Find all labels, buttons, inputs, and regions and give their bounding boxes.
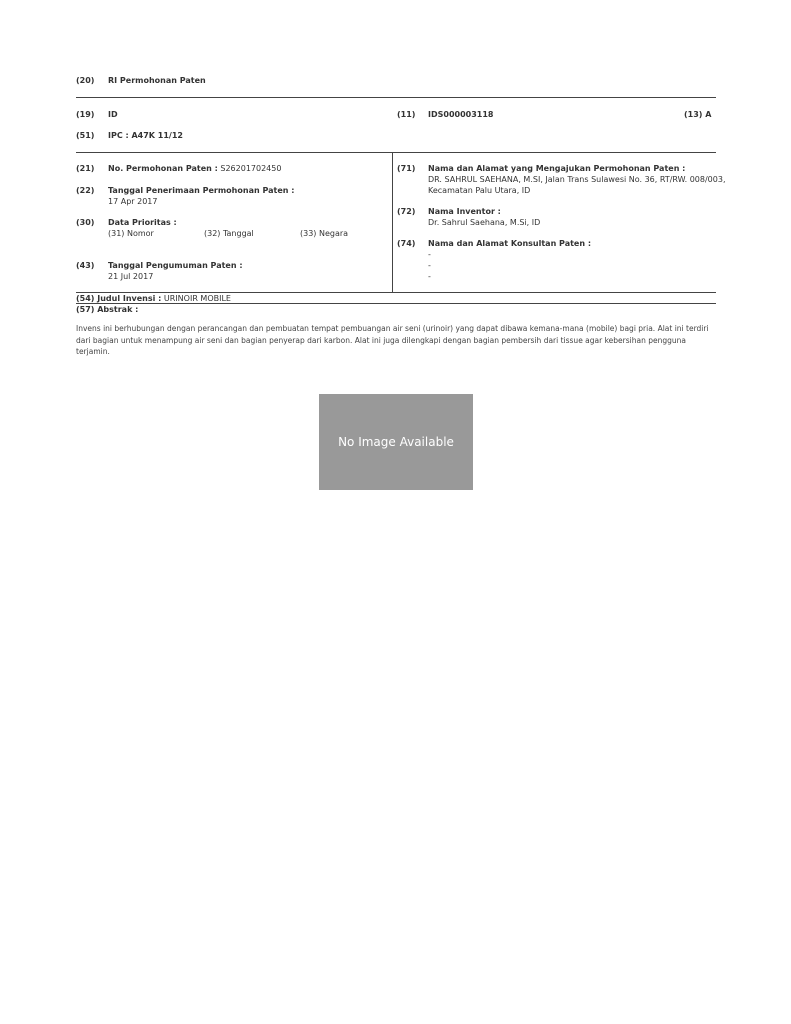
filing-date-label: Tanggal Penerimaan Permohonan Paten : — [108, 186, 295, 195]
code-30: (30) — [76, 218, 95, 227]
publication-number: IDS000003118 — [428, 110, 494, 119]
invention-title-value: URINOIR MOBILE — [163, 294, 231, 303]
abstract-label: (57) Abstrak : — [76, 305, 139, 314]
code-72: (72) — [397, 207, 416, 216]
no-image-text: No Image Available — [338, 435, 454, 449]
code-21: (21) — [76, 164, 95, 173]
priority-date-header: (32) Tanggal — [204, 229, 254, 238]
divider-bottom — [76, 303, 716, 304]
code-19: (19) — [76, 110, 95, 119]
applicant-line-1: DR. SAHRUL SAEHANA, M.SI, Jalan Trans Sulawesi No. 36, RT/RW. 008/003, — [428, 175, 726, 184]
code-51: (51) — [76, 131, 95, 140]
priority-country-header: (33) Negara — [300, 229, 349, 238]
drawing-placeholder — [319, 394, 473, 490]
priority-number-header: (31) Nomor — [108, 229, 154, 238]
application-number-label: No. Permohonan Paten : — [108, 164, 218, 173]
code-43: (43) — [76, 261, 95, 270]
code-20: (20) — [76, 76, 95, 85]
code-11: (11) — [397, 110, 416, 119]
application-number-value: S26201702450 — [220, 164, 282, 173]
kind-code: (13) A — [684, 110, 712, 119]
column-divider — [392, 152, 393, 292]
filing-date-value: 17 Apr 2017 — [108, 197, 158, 206]
application-number — [108, 164, 281, 173]
ipc-class: IPC : A47K 11/12 — [108, 131, 183, 140]
inventor-label: Nama Inventor : — [428, 207, 501, 216]
applicant-line-2: Kecamatan Palu Utara, ID — [428, 186, 531, 195]
code-74: (74) — [397, 239, 416, 248]
publication-date-label: Tanggal Pengumuman Paten : — [108, 261, 243, 270]
priority-data-label: Data Prioritas : — [108, 218, 177, 227]
divider-lower — [76, 292, 716, 293]
publication-date-value: 21 Jul 2017 — [108, 272, 154, 281]
invention-title-label: (54) Judul Invensi : — [76, 294, 162, 303]
consultant-label: Nama dan Alamat Konsultan Paten : — [428, 239, 592, 248]
divider-top — [76, 97, 716, 98]
applicant-label: Nama dan Alamat yang Mengajukan Permohonan Paten : — [428, 164, 686, 173]
doc-title: RI Permohonan Paten — [108, 76, 206, 85]
country-code: ID — [108, 110, 118, 119]
consultant-line-3: - — [428, 272, 431, 281]
consultant-line-1: - — [428, 250, 431, 259]
code-71: (71) — [397, 164, 416, 173]
invention-title — [76, 294, 231, 303]
code-22: (22) — [76, 186, 95, 195]
inventor-value: Dr. Sahrul Saehana, M.Si, ID — [428, 218, 541, 227]
consultant-line-2: - — [428, 261, 431, 270]
divider-middle — [76, 152, 716, 153]
abstract-text: Invens ini berhubungan dengan perancangan dan pembuatan tempat pembuangan air seni (urinoir) yang dapat dibawa kemana-mana (mobile) bagi pria. Alat ini terdiri dari bagian untuk menampung air seni dan bagian penyerap dari karbon. Alat ini juga dilengkapi dengan bagian pembersih dari tissue agar kebersihan pengguna terjamin. — [76, 324, 709, 356]
